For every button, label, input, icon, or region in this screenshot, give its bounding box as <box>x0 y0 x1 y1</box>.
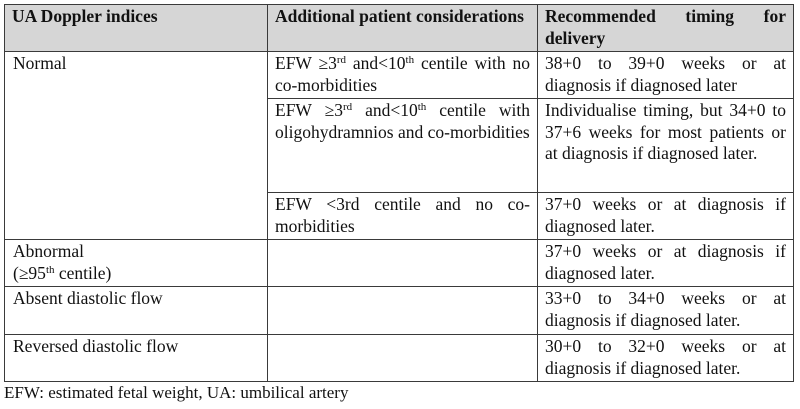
index-abnormal: Abnormal (≥95th centile) <box>5 240 268 287</box>
index-absent-diastolic-flow: Absent diastolic flow <box>5 287 268 335</box>
consideration-normal-3: EFW <3rd centile and no co-morbidities <box>268 193 538 240</box>
table-row <box>5 287 794 335</box>
consideration-normal-1: EFW ≥3rd and<10th centile with no co-morbidities <box>268 52 538 99</box>
table-row <box>5 52 794 99</box>
consideration-normal-2: EFW ≥3rd and<10th centile with oligohydramnios and co-morbidities <box>268 99 538 193</box>
index-reversed-diastolic-flow: Reversed diastolic flow <box>5 335 268 382</box>
table-header-row <box>5 5 794 52</box>
timing-normal-2: Individualise timing, but 34+0 to 37+6 weeks for most patients or at diagnosis if diagnosed later. <box>538 99 794 193</box>
consideration-abnormal <box>268 240 538 287</box>
table-row <box>5 335 794 382</box>
delivery-timing-table-container <box>4 4 793 382</box>
table-row <box>5 240 794 287</box>
consideration-reversed <box>268 335 538 382</box>
timing-normal-3: 37+0 weeks or at diagnosis if diagnosed later. <box>538 193 794 240</box>
header-ua-doppler-indices: UA Doppler indices <box>5 5 268 52</box>
delivery-timing-table <box>4 4 794 382</box>
index-normal: Normal <box>5 52 268 240</box>
header-recommended-timing: Recommended timing for delivery <box>538 5 794 52</box>
timing-abnormal: 37+0 weeks or at diagnosis if diagnosed later. <box>538 240 794 287</box>
timing-reversed: 30+0 to 32+0 weeks or at diagnosis if diagnosed later. <box>538 335 794 382</box>
consideration-absent <box>268 287 538 335</box>
header-additional-considerations: Additional patient considerations <box>268 5 538 52</box>
timing-normal-1: 38+0 to 39+0 weeks or at diagnosis if diagnosed later <box>538 52 794 99</box>
table-footnote: EFW: estimated fetal weight, UA: umbilical artery <box>4 383 349 402</box>
timing-absent: 33+0 to 34+0 weeks or at diagnosis if diagnosed later. <box>538 287 794 335</box>
